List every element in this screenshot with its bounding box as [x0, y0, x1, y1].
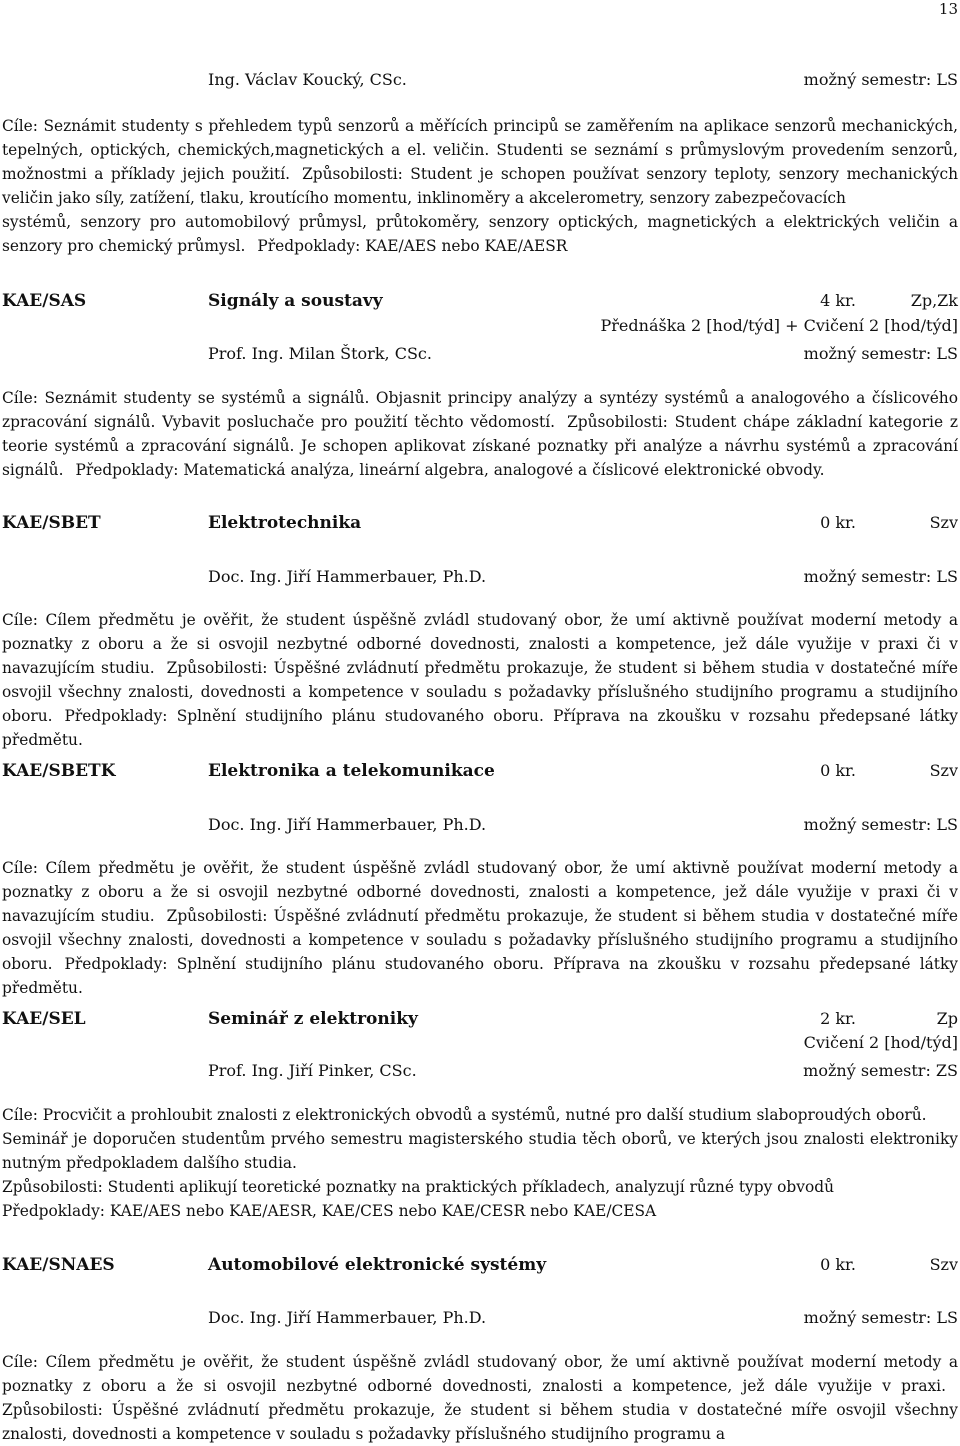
course-code: KAE/SNAES [2, 1255, 115, 1275]
note-text: Seminář je doporučen studentům prvého semestru magisterského studia těch oborů, ve kterých jsou znalosti elektroniky nutným předpokladem dalšího studia. [2, 1130, 958, 1172]
course-description [2, 1350, 958, 1446]
semester: možný semestr: LS [803, 815, 958, 834]
course-type: Szv [929, 513, 958, 532]
course-hours: Cvičení 2 [hod/týd] [803, 1033, 958, 1052]
course-type: Zp,Zk [910, 291, 958, 310]
course-credits: 0 kr. [820, 513, 856, 532]
goals-text: Cíle: Seznámit studenty se systémů a signálů. Objasnit principy analýzy a syntézy systémů a analogového a číslicového zpracování signálů. Vybavit posluchače pro použití těchto vědomostí. [2, 389, 958, 431]
teacher-name: Ing. Václav Koucký, CSc. [208, 70, 407, 89]
course-code: KAE/SAS [2, 291, 87, 311]
course-title: Signály a soustavy [208, 291, 383, 311]
course-title: Elektrotechnika [208, 513, 362, 533]
skills-text: Způsobilosti: Studenti aplikují teoretické poznatky na praktických příkladech, analyzují různé typy obvodů [2, 1178, 835, 1196]
skills-text: Způsobilosti: Úspěšné zvládnutí předmětu prokazuje, že student si během studia v dostatečné míře osvojil všechny znalosti, dovednosti a kompetence v souladu s požadavky příslušného studijního programu a [2, 1401, 958, 1443]
teacher-name: Prof. Ing. Jiří Pinker, CSc. [208, 1061, 417, 1080]
semester: možný semestr: LS [803, 344, 958, 363]
prerequisites-text: Předpoklady: Splnění studijního plánu studovaného oboru. Příprava na zkoušku v rozsahu předepsané látky předmětu. [2, 955, 958, 997]
course-credits: 4 kr. [820, 291, 856, 310]
course-code: KAE/SEL [2, 1009, 86, 1029]
skills-text: Způsobilosti: Úspěšné zvládnutí předmětu prokazuje, že student si během studia v dostatečné míře osvojil všechny znalosti, dovednosti a kompetence v souladu s požadavky příslušného studijního programu a studijního oboru. [2, 659, 958, 725]
skills-text: Způsobilosti: Student je schopen používat senzory teploty, senzory mechanických veličin jako síly, zatížení, tlaku, kroutícího momentu, inklinoměry a akcelerometry, senzory zabezpečovacích [2, 165, 958, 207]
course-title: Seminář z elektroniky [208, 1009, 418, 1029]
prerequisites-text: Předpoklady: Splnění studijního plánu studovaného oboru. Příprava na zkoušku v rozsahu předepsané látky předmětu. [2, 707, 958, 749]
course-credits: 0 kr. [820, 761, 856, 780]
teacher-name: Prof. Ing. Milan Štork, CSc. [208, 344, 432, 363]
course-type: Szv [929, 761, 958, 780]
course-title: Elektronika a telekomunikace [208, 761, 495, 781]
teacher-name: Doc. Ing. Jiří Hammerbauer, Ph.D. [208, 1308, 487, 1327]
course-description [2, 386, 958, 482]
semester: možný semestr: LS [803, 70, 958, 89]
course-description [2, 608, 958, 752]
teacher-name: Doc. Ing. Jiří Hammerbauer, Ph.D. [208, 815, 487, 834]
semester: možný semestr: LS [803, 567, 958, 586]
course-credits: 2 kr. [820, 1009, 856, 1028]
goals-text: Cíle: Cílem předmětu je ověřit, že student úspěšně zvládl studovaný obor, že umí aktivně používat moderní metody a poznatky z oboru a že si osvojil nezbytné odborné dovednosti, znalosti a kompetence, jež dále využije v praxi či v navazujícím studiu. [2, 611, 958, 677]
semester: možný semestr: ZS [803, 1061, 958, 1080]
course-description [2, 856, 958, 1000]
course-code: KAE/SBET [2, 513, 101, 533]
teacher-name: Doc. Ing. Jiří Hammerbauer, Ph.D. [208, 567, 487, 586]
course-title: Automobilové elektronické systémy [208, 1255, 547, 1275]
course-type: Zp [936, 1009, 958, 1028]
skills-text: Způsobilosti: Student chápe základní kategorie z teorie systémů a zpracování signálů. Je schopen aplikovat získané poznatky při analýze a návrhu systémů a zpracování signálů. [2, 413, 958, 479]
goals-text: Cíle: Cílem předmětu je ověřit, že student úspěšně zvládl studovaný obor, že umí aktivně používat moderní metody a poznatky z oboru a že si osvojil nezbytné odborné dovednosti, znalosti a kompetence, jež dále využije v praxi. [2, 1353, 958, 1395]
goals-text: Cíle: Procvičit a prohloubit znalosti z elektronických obvodů a systémů, nutné pro další studium slaboproudých oborů. [2, 1106, 927, 1124]
prerequisites-text: Předpoklady: KAE/AES nebo KAE/AESR, KAE/CES nebo KAE/CESR nebo KAE/CESA [2, 1202, 657, 1220]
prerequisites-text: Předpoklady: KAE/AES nebo KAE/AESR [257, 237, 568, 255]
semester: možný semestr: LS [803, 1308, 958, 1327]
course-hours: Přednáška 2 [hod/týd] + Cvičení 2 [hod/týd] [600, 316, 958, 335]
course-description [2, 1103, 958, 1223]
course-type: Szv [929, 1255, 958, 1274]
course-code: KAE/SBETK [2, 761, 116, 781]
intro-description [2, 114, 958, 258]
page-number: 13 [938, 0, 958, 18]
goals-text: Cíle: Cílem předmětu je ověřit, že student úspěšně zvládl studovaný obor, že umí aktivně používat moderní metody a poznatky z oboru a že si osvojil nezbytné odborné dovednosti, znalosti a kompetence, jež dále využije v praxi či v navazujícím studiu. [2, 859, 958, 925]
goals-text: Cíle: Seznámit studenty s přehledem typů senzorů a měřících principů se zaměřením na aplikace senzorů mechanických, tepelných, optických, chemických,magnetických a el. veličin. Studenti se seznámí s průmyslovým provedením senzorů, možnostmi a příklady jejich použití. [2, 117, 958, 183]
skills-text: Způsobilosti: Úspěšné zvládnutí předmětu prokazuje, že student si během studia v dostatečné míře osvojil všechny znalosti, dovednosti a kompetence v souladu s požadavky příslušného studijního programu a studijního oboru. [2, 907, 958, 973]
prerequisites-text: Předpoklady: Matematická analýza, lineární algebra, analogové a číslicové elektronické obvody. [75, 461, 825, 479]
skills-text-continued: systémů, senzory pro automobilový průmysl, průtokoměry, senzory optických, magnetických a elektrických veličin a senzory pro chemický průmysl. [2, 213, 958, 255]
course-credits: 0 kr. [820, 1255, 856, 1274]
